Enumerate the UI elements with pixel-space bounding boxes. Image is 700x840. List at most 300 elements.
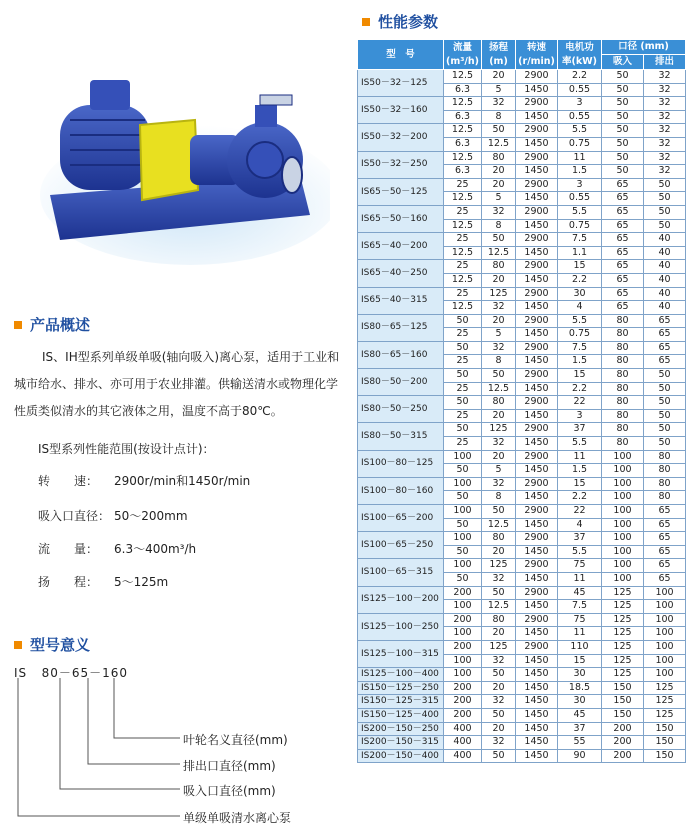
cell-flow: 25 <box>444 178 482 192</box>
performance-title <box>362 11 438 32</box>
cell-speed: 2900 <box>516 70 558 84</box>
cell-power: 5.5 <box>558 314 602 328</box>
cell-outlet: 50 <box>644 178 686 192</box>
cell-head: 20 <box>482 681 516 695</box>
cell-flow: 12.5 <box>444 219 482 233</box>
cell-flow: 200 <box>444 695 482 709</box>
cell-head: 32 <box>482 97 516 111</box>
cell-flow: 12.5 <box>444 124 482 138</box>
cell-model: IS50－32－250 <box>358 151 444 178</box>
cell-flow: 25 <box>444 260 482 274</box>
cell-outlet: 65 <box>644 559 686 573</box>
cell-outlet: 125 <box>644 708 686 722</box>
cell-flow: 100 <box>444 600 482 614</box>
cell-inlet: 50 <box>602 83 644 97</box>
cell-inlet: 80 <box>602 437 644 451</box>
cell-power: 37 <box>558 722 602 736</box>
table-row <box>358 369 686 383</box>
cell-power: 75 <box>558 613 602 627</box>
cell-inlet: 65 <box>602 205 644 219</box>
cell-head: 12.5 <box>482 600 516 614</box>
cell-outlet: 50 <box>644 437 686 451</box>
table-row <box>358 695 686 709</box>
cell-head: 12.5 <box>482 382 516 396</box>
cell-flow: 6.3 <box>444 137 482 151</box>
cell-speed: 1450 <box>516 572 558 586</box>
table-row <box>358 124 686 138</box>
cell-inlet: 50 <box>602 70 644 84</box>
table-row <box>358 396 686 410</box>
table-row <box>358 423 686 437</box>
cell-speed: 2900 <box>516 477 558 491</box>
cell-model: IS80－65－160 <box>358 341 444 368</box>
cell-outlet: 40 <box>644 301 686 315</box>
cell-model: IS125－100－315 <box>358 640 444 667</box>
table-row <box>358 736 686 750</box>
cell-power: 1.5 <box>558 165 602 179</box>
cell-speed: 1450 <box>516 708 558 722</box>
cell-speed: 2900 <box>516 532 558 546</box>
cell-head: 20 <box>482 165 516 179</box>
table-row <box>358 151 686 165</box>
table-header-row <box>358 40 686 55</box>
cell-head: 125 <box>482 287 516 301</box>
cell-flow: 200 <box>444 681 482 695</box>
cell-head: 32 <box>482 572 516 586</box>
cell-head: 8 <box>482 491 516 505</box>
cell-power: 1.1 <box>558 246 602 260</box>
cell-power: 37 <box>558 532 602 546</box>
cell-power: 0.55 <box>558 192 602 206</box>
header-model: 型 号 <box>358 40 444 70</box>
cell-inlet: 125 <box>602 640 644 654</box>
cell-flow: 200 <box>444 586 482 600</box>
cell-head: 80 <box>482 396 516 410</box>
table-row <box>358 477 686 491</box>
cell-flow: 6.3 <box>444 83 482 97</box>
table-row <box>358 586 686 600</box>
cell-model: IS100－65－250 <box>358 532 444 559</box>
cell-inlet: 65 <box>602 273 644 287</box>
table-row <box>358 178 686 192</box>
cell-speed: 1450 <box>516 736 558 750</box>
cell-power: 5.5 <box>558 545 602 559</box>
cell-flow: 100 <box>444 450 482 464</box>
cell-outlet: 32 <box>644 165 686 179</box>
cell-outlet: 32 <box>644 97 686 111</box>
cell-power: 5.5 <box>558 205 602 219</box>
cell-inlet: 125 <box>602 586 644 600</box>
cell-inlet: 65 <box>602 260 644 274</box>
cell-head: 32 <box>482 654 516 668</box>
spec-speed: 转 速： 2900r/min和1450r/min <box>38 474 251 488</box>
cell-power: 45 <box>558 586 602 600</box>
cell-speed: 2900 <box>516 151 558 165</box>
spec-flow: 流 量： 6.3～400m³/h <box>38 542 197 556</box>
cell-outlet: 40 <box>644 287 686 301</box>
cell-speed: 2900 <box>516 178 558 192</box>
header-speed: 转速 (r/min) <box>516 40 558 70</box>
cell-flow: 100 <box>444 532 482 546</box>
cell-head: 50 <box>482 668 516 682</box>
cell-head: 20 <box>482 178 516 192</box>
cell-power: 90 <box>558 749 602 763</box>
cell-speed: 1450 <box>516 328 558 342</box>
model-code: IS 80－65－160 <box>14 666 129 680</box>
cell-speed: 1450 <box>516 464 558 478</box>
cell-flow: 200 <box>444 708 482 722</box>
cell-inlet: 65 <box>602 301 644 315</box>
cell-speed: 1450 <box>516 695 558 709</box>
cell-inlet: 125 <box>602 627 644 641</box>
cell-model: IS125－100－250 <box>358 613 444 640</box>
cell-model: IS65－40－315 <box>358 287 444 314</box>
cell-power: 2.2 <box>558 70 602 84</box>
cell-outlet: 40 <box>644 246 686 260</box>
cell-head: 20 <box>482 627 516 641</box>
cell-inlet: 150 <box>602 708 644 722</box>
cell-head: 5 <box>482 83 516 97</box>
cell-outlet: 80 <box>644 464 686 478</box>
cell-power: 3 <box>558 97 602 111</box>
cell-power: 11 <box>558 572 602 586</box>
cell-speed: 1450 <box>516 273 558 287</box>
cell-model: IS150－125－400 <box>358 708 444 722</box>
cell-model: IS80－65－125 <box>358 314 444 341</box>
cell-head: 50 <box>482 233 516 247</box>
cell-head: 125 <box>482 423 516 437</box>
cell-power: 0.75 <box>558 137 602 151</box>
cell-outlet: 100 <box>644 654 686 668</box>
cell-head: 80 <box>482 260 516 274</box>
cell-flow: 100 <box>444 505 482 519</box>
cell-head: 32 <box>482 477 516 491</box>
cell-flow: 25 <box>444 205 482 219</box>
model-meaning-lines <box>10 676 190 826</box>
cell-head: 32 <box>482 341 516 355</box>
cell-power: 110 <box>558 640 602 654</box>
cell-power: 2.2 <box>558 273 602 287</box>
cell-flow: 12.5 <box>444 246 482 260</box>
cell-speed: 1450 <box>516 246 558 260</box>
cell-flow: 12.5 <box>444 301 482 315</box>
cell-power: 4 <box>558 518 602 532</box>
cell-speed: 1450 <box>516 654 558 668</box>
cell-model: IS125－100－400 <box>358 668 444 682</box>
cell-inlet: 50 <box>602 151 644 165</box>
cell-inlet: 200 <box>602 736 644 750</box>
cell-inlet: 125 <box>602 654 644 668</box>
spec-head: 扬 程： 5～125m <box>38 575 169 589</box>
cell-outlet: 50 <box>644 382 686 396</box>
cell-head: 20 <box>482 409 516 423</box>
cell-outlet: 50 <box>644 219 686 233</box>
cell-flow: 12.5 <box>444 192 482 206</box>
cell-power: 18.5 <box>558 681 602 695</box>
cell-inlet: 100 <box>602 572 644 586</box>
cell-power: 15 <box>558 369 602 383</box>
cell-flow: 100 <box>444 477 482 491</box>
cell-power: 3 <box>558 178 602 192</box>
cell-flow: 400 <box>444 736 482 750</box>
cell-inlet: 150 <box>602 695 644 709</box>
cell-speed: 1450 <box>516 355 558 369</box>
table-row <box>358 708 686 722</box>
cell-inlet: 50 <box>602 165 644 179</box>
cell-flow: 400 <box>444 722 482 736</box>
cell-speed: 2900 <box>516 613 558 627</box>
cell-power: 0.55 <box>558 83 602 97</box>
cell-flow: 50 <box>444 369 482 383</box>
cell-head: 125 <box>482 559 516 573</box>
cell-head: 80 <box>482 532 516 546</box>
cell-head: 5 <box>482 328 516 342</box>
cell-inlet: 80 <box>602 409 644 423</box>
performance-range-title: IS型系列性能范围(按设计点计)： <box>38 442 215 456</box>
cell-inlet: 100 <box>602 491 644 505</box>
cell-flow: 100 <box>444 559 482 573</box>
cell-flow: 25 <box>444 355 482 369</box>
cell-flow: 12.5 <box>444 70 482 84</box>
table-row <box>358 681 686 695</box>
cell-flow: 25 <box>444 233 482 247</box>
cell-speed: 2900 <box>516 586 558 600</box>
cell-head: 20 <box>482 722 516 736</box>
cell-power: 55 <box>558 736 602 750</box>
cell-outlet: 65 <box>644 505 686 519</box>
cell-model: IS200－150－250 <box>358 722 444 736</box>
cell-power: 22 <box>558 396 602 410</box>
cell-flow: 25 <box>444 409 482 423</box>
cell-outlet: 50 <box>644 192 686 206</box>
cell-inlet: 50 <box>602 124 644 138</box>
cell-head: 32 <box>482 205 516 219</box>
cell-model: IS50－32－125 <box>358 70 444 97</box>
cell-inlet: 80 <box>602 314 644 328</box>
cell-head: 12.5 <box>482 137 516 151</box>
cell-speed: 2900 <box>516 396 558 410</box>
cell-inlet: 65 <box>602 178 644 192</box>
header-diameter: 口径 (mm) <box>602 40 686 55</box>
cell-model: IS100－80－125 <box>358 450 444 477</box>
cell-inlet: 80 <box>602 355 644 369</box>
cell-speed: 1450 <box>516 382 558 396</box>
cell-inlet: 50 <box>602 110 644 124</box>
cell-outlet: 65 <box>644 328 686 342</box>
cell-inlet: 65 <box>602 233 644 247</box>
cell-flow: 50 <box>444 572 482 586</box>
cell-outlet: 65 <box>644 532 686 546</box>
cell-outlet: 50 <box>644 205 686 219</box>
cell-speed: 1450 <box>516 219 558 233</box>
cell-model: IS125－100－200 <box>358 586 444 613</box>
cell-head: 50 <box>482 586 516 600</box>
cell-inlet: 100 <box>602 464 644 478</box>
cell-outlet: 80 <box>644 450 686 464</box>
cell-inlet: 65 <box>602 219 644 233</box>
table-row <box>358 260 686 274</box>
cell-flow: 25 <box>444 287 482 301</box>
cell-outlet: 32 <box>644 70 686 84</box>
overview-title <box>14 314 90 335</box>
cell-flow: 50 <box>444 545 482 559</box>
cell-flow: 25 <box>444 328 482 342</box>
cell-speed: 1450 <box>516 545 558 559</box>
cell-model: IS200－150－400 <box>358 749 444 763</box>
cell-speed: 1450 <box>516 192 558 206</box>
cell-head: 20 <box>482 450 516 464</box>
table-row <box>358 749 686 763</box>
cell-outlet: 100 <box>644 668 686 682</box>
performance-table <box>357 39 686 763</box>
cell-power: 22 <box>558 505 602 519</box>
cell-power: 45 <box>558 708 602 722</box>
cell-head: 50 <box>482 369 516 383</box>
table-row <box>358 287 686 301</box>
cell-power: 7.5 <box>558 600 602 614</box>
cell-speed: 2900 <box>516 205 558 219</box>
cell-outlet: 80 <box>644 491 686 505</box>
cell-power: 5.5 <box>558 437 602 451</box>
cell-flow: 50 <box>444 396 482 410</box>
cell-flow: 200 <box>444 640 482 654</box>
header-head: 扬程 (m) <box>482 40 516 70</box>
performance-title-text: 性能参数 <box>378 13 439 31</box>
cell-head: 8 <box>482 355 516 369</box>
cell-flow: 100 <box>444 668 482 682</box>
cell-outlet: 40 <box>644 233 686 247</box>
cell-outlet: 125 <box>644 681 686 695</box>
cell-outlet: 100 <box>644 586 686 600</box>
table-row <box>358 97 686 111</box>
cell-outlet: 32 <box>644 83 686 97</box>
cell-outlet: 40 <box>644 273 686 287</box>
meaning-outlet-diameter: 排出口直径(mm) <box>183 759 276 773</box>
cell-inlet: 100 <box>602 545 644 559</box>
cell-power: 15 <box>558 260 602 274</box>
cell-speed: 2900 <box>516 260 558 274</box>
cell-head: 5 <box>482 192 516 206</box>
section-marker-icon <box>14 321 22 329</box>
cell-outlet: 100 <box>644 640 686 654</box>
cell-speed: 2900 <box>516 314 558 328</box>
cell-flow: 50 <box>444 464 482 478</box>
cell-outlet: 32 <box>644 110 686 124</box>
overview-paragraph: IS、IH型系列单级单吸(轴向吸入)离心泵，适用于工业和城市给水、排水、亦可用于农业排灌。供输送清水或物理化学性质类似清水的其它液体之用，温度不高于80℃。 <box>14 350 340 418</box>
cell-speed: 1450 <box>516 165 558 179</box>
cell-flow: 100 <box>444 654 482 668</box>
cell-power: 0.75 <box>558 328 602 342</box>
cell-speed: 2900 <box>516 341 558 355</box>
cell-power: 30 <box>558 668 602 682</box>
cell-power: 37 <box>558 423 602 437</box>
cell-flow: 200 <box>444 613 482 627</box>
table-row <box>358 205 686 219</box>
table-body <box>358 70 686 763</box>
cell-speed: 2900 <box>516 233 558 247</box>
cell-inlet: 50 <box>602 97 644 111</box>
cell-outlet: 150 <box>644 736 686 750</box>
table-row <box>358 314 686 328</box>
cell-model: IS80－50－315 <box>358 423 444 450</box>
cell-speed: 2900 <box>516 559 558 573</box>
cell-model: IS100－65－200 <box>358 505 444 532</box>
header-inlet: 吸入 <box>602 55 644 70</box>
cell-head: 32 <box>482 437 516 451</box>
model-meaning-title <box>14 634 90 655</box>
header-flow: 流量 (m³/h) <box>444 40 482 70</box>
table-row <box>358 532 686 546</box>
cell-model: IS200－150－315 <box>358 736 444 750</box>
cell-inlet: 80 <box>602 341 644 355</box>
cell-inlet: 80 <box>602 328 644 342</box>
cell-inlet: 65 <box>602 246 644 260</box>
cell-head: 50 <box>482 749 516 763</box>
cell-power: 7.5 <box>558 341 602 355</box>
cell-flow: 25 <box>444 437 482 451</box>
cell-speed: 1450 <box>516 749 558 763</box>
table-row <box>358 70 686 84</box>
cell-flow: 25 <box>444 382 482 396</box>
table-row <box>358 233 686 247</box>
cell-outlet: 50 <box>644 423 686 437</box>
cell-outlet: 65 <box>644 341 686 355</box>
cell-outlet: 65 <box>644 314 686 328</box>
cell-speed: 2900 <box>516 505 558 519</box>
cell-inlet: 125 <box>602 668 644 682</box>
cell-flow: 50 <box>444 518 482 532</box>
cell-speed: 1450 <box>516 722 558 736</box>
cell-model: IS100－80－160 <box>358 477 444 504</box>
cell-power: 15 <box>558 654 602 668</box>
cell-power: 3 <box>558 409 602 423</box>
cell-outlet: 32 <box>644 137 686 151</box>
cell-speed: 1450 <box>516 491 558 505</box>
cell-model: IS65－50－125 <box>358 178 444 205</box>
table-row <box>358 613 686 627</box>
cell-outlet: 40 <box>644 260 686 274</box>
cell-power: 1.5 <box>558 464 602 478</box>
cell-power: 11 <box>558 151 602 165</box>
cell-inlet: 125 <box>602 600 644 614</box>
cell-inlet: 65 <box>602 192 644 206</box>
cell-speed: 1450 <box>516 301 558 315</box>
table-row <box>358 505 686 519</box>
cell-inlet: 100 <box>602 505 644 519</box>
cell-power: 11 <box>558 627 602 641</box>
cell-inlet: 125 <box>602 613 644 627</box>
table-row <box>358 341 686 355</box>
table-row <box>358 559 686 573</box>
cell-flow: 12.5 <box>444 273 482 287</box>
cell-head: 12.5 <box>482 246 516 260</box>
pump-image <box>30 25 330 275</box>
cell-outlet: 50 <box>644 409 686 423</box>
cell-speed: 2900 <box>516 450 558 464</box>
cell-speed: 2900 <box>516 369 558 383</box>
cell-speed: 2900 <box>516 124 558 138</box>
cell-speed: 2900 <box>516 97 558 111</box>
cell-power: 7.5 <box>558 233 602 247</box>
cell-power: 5.5 <box>558 124 602 138</box>
cell-flow: 50 <box>444 341 482 355</box>
cell-head: 32 <box>482 695 516 709</box>
cell-power: 15 <box>558 477 602 491</box>
cell-head: 8 <box>482 110 516 124</box>
cell-outlet: 150 <box>644 749 686 763</box>
cell-power: 1.5 <box>558 355 602 369</box>
cell-head: 80 <box>482 613 516 627</box>
